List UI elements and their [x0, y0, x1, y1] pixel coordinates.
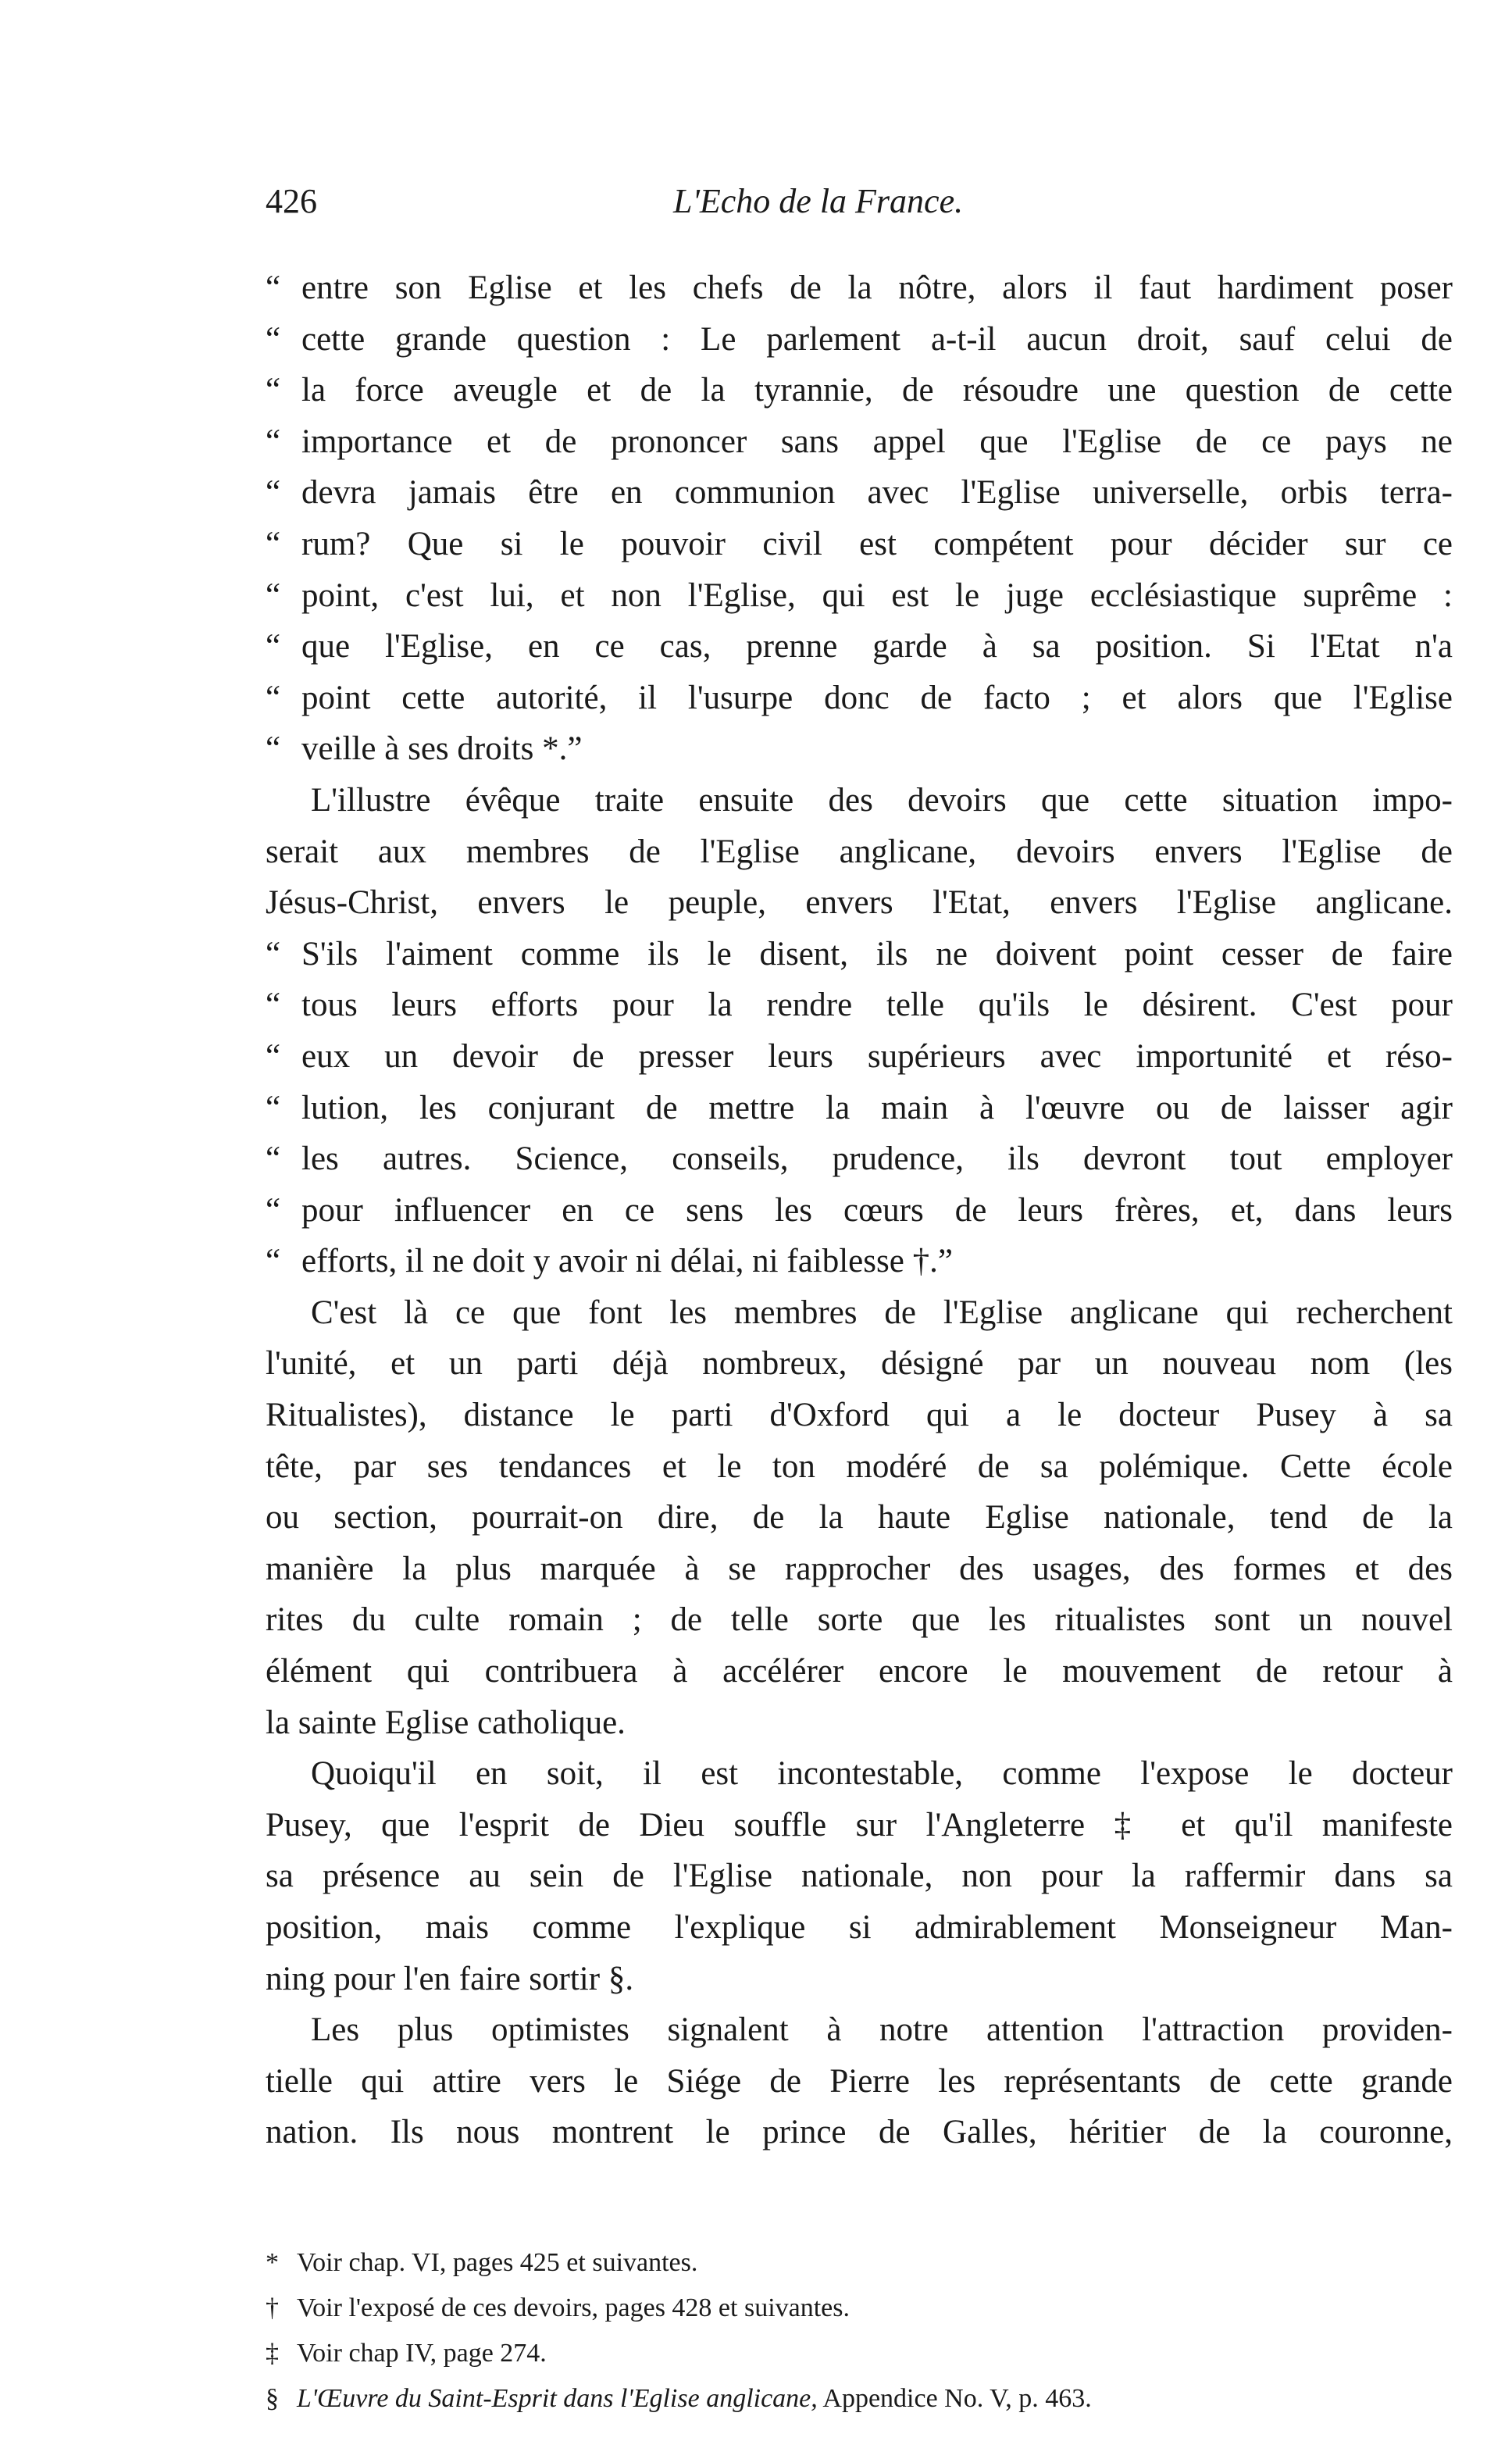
running-title: L'Echo de la France. [673, 182, 964, 220]
quote-mark: “ [266, 372, 281, 409]
line-text: Jésus-Christ, envers le peuple, envers l'Etat, envers l'Eglise anglicane. [266, 884, 1453, 922]
text-line [266, 1851, 1453, 1902]
footnote [266, 2286, 1453, 2331]
quote-mark: “ [266, 423, 281, 460]
text-line [266, 1236, 1453, 1287]
body-text [266, 262, 1453, 2158]
text-line [266, 1390, 1453, 1441]
footnote-text: Voir l'exposé de ces devoirs, pages 428 et suivantes. [297, 2293, 850, 2322]
text-line [266, 262, 1453, 314]
text-line [266, 826, 1453, 878]
quote-mark: “ [266, 525, 281, 562]
quote-mark: “ [266, 987, 281, 1024]
text-line [266, 775, 1453, 826]
page-header [266, 181, 1453, 236]
line-text: Les plus optimistes signalent à notre attention l'attraction providen- [311, 2011, 1453, 2049]
footnote-text: Appendice No. V, p. 463. [817, 2384, 1092, 2413]
text-line [266, 2004, 1453, 2056]
quote-mark: “ [266, 1191, 281, 1229]
footnote-text: Voir chap. VI, pages 425 et suivantes. [297, 2248, 698, 2277]
line-text: position, mais comme l'explique si admirablement Monseigneur Man- [266, 1909, 1453, 1946]
footnote-title: L'Œuvre du Saint-Esprit dans l'Eglise anglicane, [297, 2384, 818, 2413]
line-text: la force aveugle et de la tyrannie, de résoudre une question de cette [301, 372, 1453, 409]
footnotes [266, 2240, 1453, 2422]
text-line [266, 570, 1453, 622]
line-text: l'unité, et un parti déjà nombreux, désigné par un nouveau nom (les [266, 1345, 1453, 1383]
text-line [266, 1594, 1453, 1646]
footnote-mark: ‡ [266, 2339, 279, 2368]
footnote-text: Voir chap IV, page 274. [297, 2339, 547, 2368]
quote-mark: “ [266, 1037, 281, 1075]
quote-mark: “ [266, 679, 281, 716]
line-text: veille à ses droits *.” [301, 730, 583, 768]
footnote-mark: * [266, 2248, 279, 2277]
line-text: que l'Eglise, en ce cas, prenne garde à sa position. Si l'Etat n'a [301, 628, 1453, 666]
line-text: point, c'est lui, et non l'Eglise, qui est le juge ecclésiastique suprême : [301, 576, 1453, 614]
text-line [266, 519, 1453, 570]
text-line [266, 1441, 1453, 1493]
line-text: entre son Eglise et les chefs de la nôtre, alors il faut hardiment poser [301, 269, 1453, 306]
line-text: Pusey, que l'esprit de Dieu souffle sur l'Angleterre ‡ et qu'il manifeste [266, 1806, 1453, 1843]
text-line [266, 673, 1453, 724]
line-text: les autres. Science, conseils, prudence, ils devront tout employer [301, 1140, 1453, 1178]
line-text: la sainte Eglise catholique. [266, 1704, 626, 1741]
quote-mark: “ [266, 1140, 281, 1178]
line-text: Ritualistes), distance le parti d'Oxford qui a le docteur Pusey à sa [266, 1397, 1453, 1434]
text-line [266, 1800, 1453, 1851]
line-text: Quoiqu'il en soit, il est incontestable, comme l'expose le docteur [311, 1755, 1453, 1793]
line-text: S'ils l'aiment comme ils le disent, ils ne doivent point cesser de faire [301, 935, 1453, 973]
line-text: rum? Que si le pouvoir civil est compétent pour décider sur ce [301, 525, 1453, 562]
footnote-mark: † [266, 2293, 279, 2322]
footnote [266, 2376, 1453, 2422]
line-text: tête, par ses tendances et le ton modéré de sa polémique. Cette école [266, 1447, 1453, 1485]
text-line [266, 2107, 1453, 2158]
page-number: 426 [266, 182, 317, 220]
line-text: élément qui contribuera à accélérer encore le mouvement de retour à [266, 1653, 1453, 1690]
line-text: rites du culte romain ; de telle sorte que les ritualistes sont un nouvel [266, 1601, 1453, 1639]
text-line [266, 980, 1453, 1031]
line-text: sa présence au sein de l'Eglise nationale, non pour la raffermir dans sa [266, 1858, 1453, 1895]
text-line [266, 467, 1453, 519]
line-text: L'illustre évêque traite ensuite des devoirs que cette situation impo- [311, 781, 1453, 819]
line-text: eux un devoir de presser leurs supérieurs avec importunité et réso- [301, 1037, 1453, 1075]
text-line [266, 877, 1453, 929]
line-text: C'est là ce que font les membres de l'Eglise anglicane qui recherchent [311, 1294, 1453, 1331]
text-line [266, 1544, 1453, 1595]
line-text: cette grande question : Le parlement a-t-il aucun droit, sauf celui de [301, 320, 1453, 358]
text-line [266, 1185, 1453, 1237]
quote-mark: “ [266, 935, 281, 973]
text-line [266, 416, 1453, 468]
line-text: tous leurs efforts pour la rendre telle qu'ils le désirent. C'est pour [301, 987, 1453, 1024]
text-line [266, 1338, 1453, 1390]
text-line [266, 365, 1453, 416]
text-line [266, 1492, 1453, 1544]
text-line [266, 1697, 1453, 1749]
quote-mark: “ [266, 730, 281, 768]
quote-mark: “ [266, 474, 281, 512]
footnote [266, 2240, 1453, 2286]
text-line [266, 1954, 1453, 2005]
text-line [266, 723, 1453, 775]
line-text: pour influencer en ce sens les cœurs de leurs frères, et, dans leurs [301, 1191, 1453, 1229]
line-text: manière la plus marquée à se rapprocher des usages, des formes et des [266, 1550, 1453, 1587]
quote-mark: “ [266, 1089, 281, 1126]
line-text: point cette autorité, il l'usurpe donc de facto ; et alors que l'Eglise [301, 679, 1453, 716]
quote-mark: “ [266, 1243, 281, 1280]
quote-mark: “ [266, 269, 281, 306]
text-line [266, 621, 1453, 673]
line-text: lution, les conjurant de mettre la main à l'œuvre ou de laisser agir [301, 1089, 1453, 1126]
quote-mark: “ [266, 320, 281, 358]
text-line [266, 1133, 1453, 1185]
text-line [266, 1031, 1453, 1083]
text-line [266, 1083, 1453, 1134]
line-text: ou section, pourrait-on dire, de la haute Eglise nationale, tend de la [266, 1499, 1453, 1537]
line-text: nation. Ils nous montrent le prince de Galles, héritier de la couronne, [266, 2114, 1453, 2151]
text-line [266, 1748, 1453, 1800]
quote-mark: “ [266, 576, 281, 614]
line-text: ning pour l'en faire sortir §. [266, 1960, 634, 1997]
line-text: serait aux membres de l'Eglise anglicane, devoirs envers l'Eglise de [266, 833, 1453, 870]
text-line [266, 1902, 1453, 1954]
text-line [266, 2056, 1453, 2108]
line-text: efforts, il ne doit y avoir ni délai, ni faiblesse †.” [301, 1243, 953, 1280]
text-line [266, 1287, 1453, 1339]
text-line [266, 314, 1453, 366]
line-text: tielle qui attire vers le Siége de Pierre les représentants de cette grande [266, 2062, 1453, 2100]
footnote-mark: § [266, 2384, 279, 2413]
text-line [266, 1646, 1453, 1697]
line-text: importance et de prononcer sans appel que l'Eglise de ce pays ne [301, 423, 1453, 460]
line-text: devra jamais être en communion avec l'Eglise universelle, orbis terra- [301, 474, 1453, 512]
footnote [266, 2331, 1453, 2376]
quote-mark: “ [266, 628, 281, 666]
text-line [266, 929, 1453, 980]
